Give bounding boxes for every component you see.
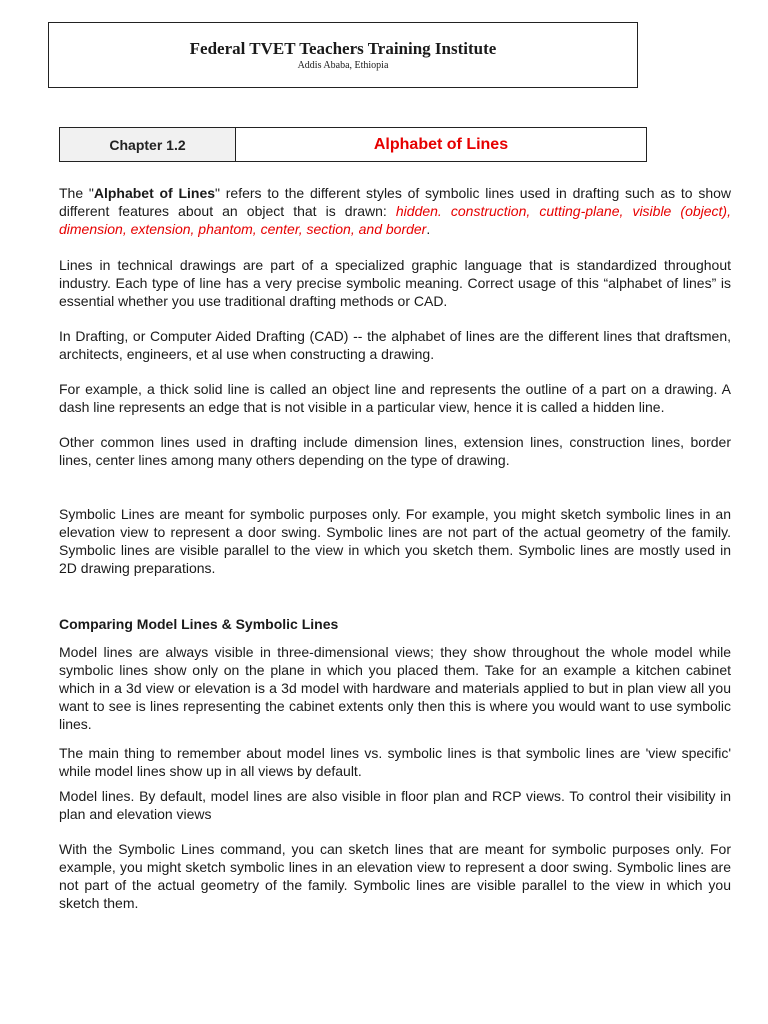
- chapter-title: Alphabet of Lines: [373, 135, 509, 153]
- paragraph-symbolic-lines: Symbolic Lines are meant for symbolic purposes only. For example, you might sketch symbolic lines in an elevation view to represent a door swing. Symbolic lines are not part of the actual geometry of the family. Symbolic lines are visible parallel to the view in which you sketch them. Symbolic lines are mostly used in 2D drawing preparations.: [59, 506, 731, 576]
- paragraph-object-line-example: For example, a thick solid line is called an object line and represents the outline of a part on a drawing. A dash line represents an edge that is not visible in a particular view, hence it is called a hidden line.: [59, 381, 731, 415]
- paragraph-symbolic-command: With the Symbolic Lines command, you can sketch lines that are meant for symbolic purposes only. For example, you might sketch symbolic lines in an elevation view to represent a door swing. Symbolic lines are not part of the actual geometry of the family. Symbolic lines are visible parallel to the view in which you sketch them.: [59, 841, 731, 911]
- intro-paragraph: [59, 184, 731, 238]
- institute-name: Federal TVET Teachers Training Institute: [189, 39, 497, 58]
- intro-pre: The ": [59, 185, 94, 201]
- intro-bold-term: Alphabet of Lines: [93, 185, 216, 201]
- institute-location: Addis Ababa, Ethiopia: [297, 60, 389, 71]
- intro-end: .: [426, 221, 431, 237]
- paragraph-model-lines: Model lines are always visible in three-dimensional views; they show throughout the whole model while symbolic lines show only on the plane in which you placed them. Take for an example a kitchen cabinet which in a 3d view or elevation is a 3d model with hardware and materials applied to but in plan view all you want to see is lines representing the cabinet extents only then this is where you would want to use symbolic lines.: [59, 644, 731, 732]
- paragraph-other-lines: Other common lines used in drafting include dimension lines, extension lines, construction lines, border lines, center lines among many others depending on the type of drawing.: [59, 434, 731, 468]
- intro-post: " refers to the different styles of symbolic lines used in drafting such as to show different features about an object that is drawn:: [59, 185, 732, 219]
- chapter-label: Chapter 1.2: [60, 128, 236, 161]
- document-body: [59, 184, 731, 912]
- paragraph-view-specific: The main thing to remember about model lines vs. symbolic lines is that symbolic lines are 'view specific' while model lines show up in all views by default.: [59, 745, 731, 779]
- paragraph-cad-definition: In Drafting, or Computer Aided Drafting (CAD) -- the alphabet of lines are the different lines that draftsmen, architects, engineers, et al use when constructing a drawing.: [59, 328, 731, 362]
- paragraph-model-lines-default: Model lines. By default, model lines are also visible in floor plan and RCP views. To control their visibility in plan and elevation views: [59, 788, 731, 822]
- line-types-list: hidden. construction, cutting-plane, visible (object), dimension, extension, phantom, center, section, and border: [59, 203, 731, 237]
- institute-header: [48, 22, 638, 88]
- chapter-table: [59, 127, 647, 162]
- paragraph-standardized-language: Lines in technical drawings are part of a specialized graphic language that is standardized throughout industry. Each type of line has a very precise symbolic meaning. Correct usage of this “alphabet of lines” is essential whether you use traditional drafting methods or CAD.: [59, 257, 731, 309]
- section-heading: Comparing Model Lines & Symbolic Lines: [59, 616, 339, 632]
